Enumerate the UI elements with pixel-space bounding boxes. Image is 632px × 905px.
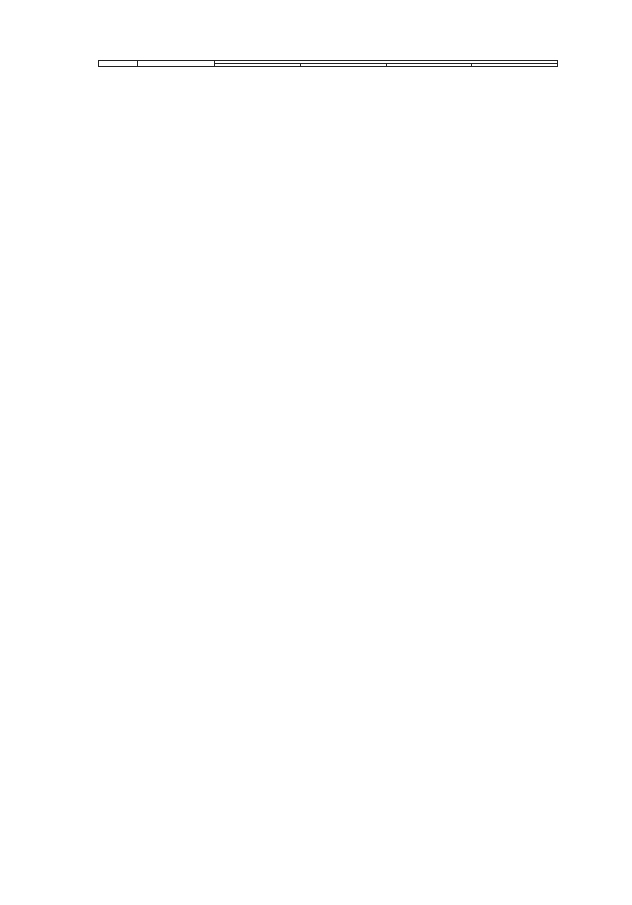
funding-table-wrap bbox=[98, 60, 560, 67]
subheader-sevastopol bbox=[300, 64, 386, 67]
subheader-extrabudget bbox=[472, 64, 558, 67]
header-years bbox=[99, 61, 138, 67]
subheader-moscow bbox=[386, 64, 472, 67]
funding-table bbox=[98, 60, 558, 67]
header-total bbox=[138, 61, 215, 67]
document-body bbox=[98, 60, 560, 101]
subheader-federal bbox=[215, 64, 301, 67]
